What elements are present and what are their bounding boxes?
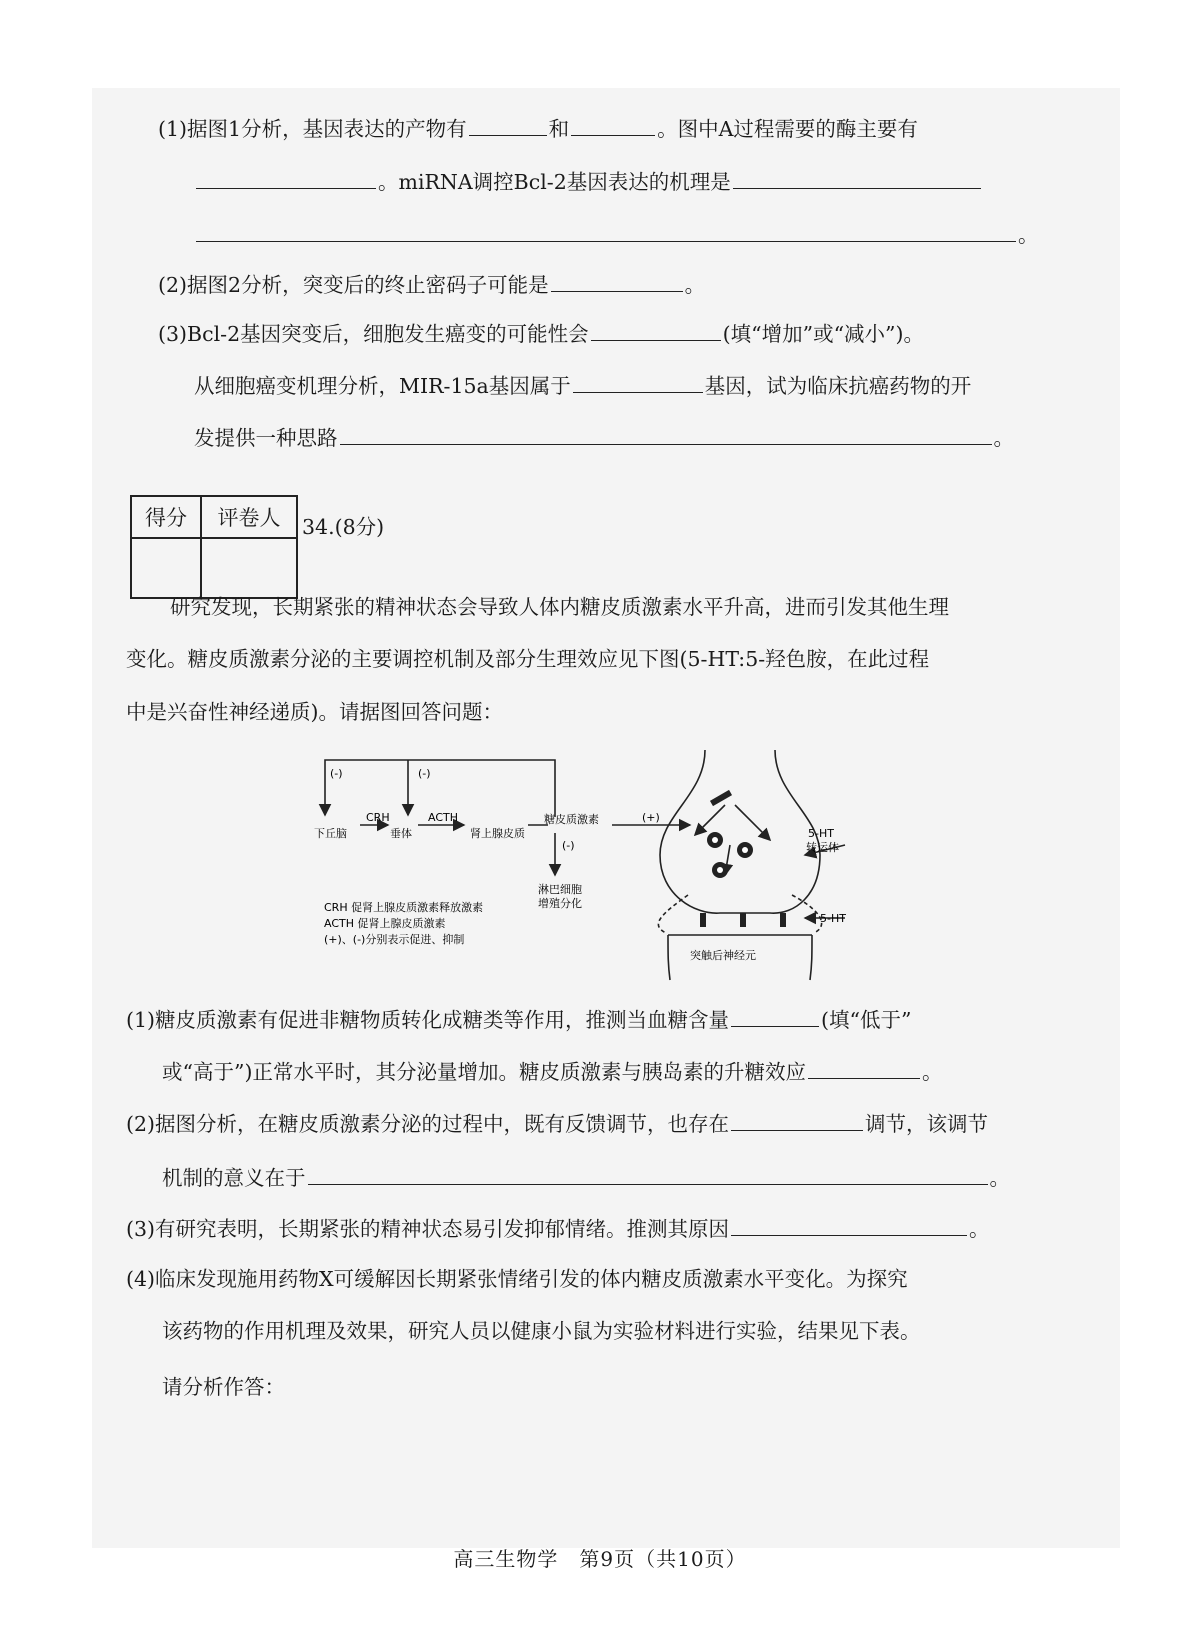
adrenal-label: 肾上腺皮质 [470,827,525,840]
answer-blank[interactable] [731,1004,819,1027]
q34-part2-line1: (2)据图分析，在糖皮质激素分泌的过程中，既有反馈调节，也存在 调节，该调节 [126,1108,988,1139]
hypothalamus-label: 下丘脑 [314,827,347,840]
channel [700,913,706,927]
neg2-label: (-) [418,767,431,780]
q34-part3: (3)有研究表明，长期紧张的精神状态易引发抑郁情绪。推测其原因 。 [126,1213,990,1244]
grader-cell[interactable] [201,538,297,598]
lymph-label-2: 增殖分化 [538,897,582,910]
dashed-reuptake-left [658,895,688,933]
answer-blank[interactable] [731,1108,863,1131]
page-footer: 高三生物学 第9页（共10页） [453,1547,747,1571]
answer-blank[interactable] [196,219,1016,242]
q33-part3-line3: 发提供一种思路 。 [194,422,1014,453]
score-box [130,495,298,599]
neg3-label: (-) [562,839,575,852]
q34-part4-line3: 请分析作答： [162,1375,285,1399]
answer-blank[interactable] [196,166,376,189]
dashed-reuptake-right [792,895,822,933]
legend-acth: ACTH 促肾上腺皮质激素 [324,917,446,930]
answer-blank[interactable] [731,1213,967,1236]
glucocorticoid-regulation-diagram [300,745,860,985]
legend-sign: (+)、(-)分别表示促进、抑制 [324,933,465,946]
ht-transporter-label-1: 5-HT [808,827,834,840]
answer-blank[interactable] [733,166,981,189]
answer-blank[interactable] [591,318,721,341]
score-label: 得分 [131,496,201,538]
q33-part3-line1: (3)Bcl-2基因突变后，细胞发生癌变的可能性会 (填“增加”或“减小”)。 [158,318,924,349]
neg1-label: (-) [330,767,343,780]
q34-intro-line2: 变化。糖皮质激素分泌的主要调控机制及部分生理效应见下图(5-HT:5-羟色胺，在此过程 [126,647,930,671]
lymph-label-1: 淋巴细胞 [538,883,582,896]
acth-label: ACTH [428,811,459,824]
score-cell[interactable] [131,538,201,598]
feedback-hypothalamus [325,760,555,817]
channel [740,913,746,927]
glucocorticoid-label: 糖皮质激素 [544,813,599,826]
q34-number: 34.(8分) [302,515,385,539]
answer-blank[interactable] [571,113,655,136]
presynaptic-terminal [660,750,820,913]
q34-part1-line1: (1)糖皮质激素有促进非糖物质转化成糖类等作用，推测当血糖含量 (填“低于” [126,1004,912,1035]
answer-blank[interactable] [551,269,683,292]
q34-intro-line3: 中是兴奋性神经递质)。请据图回答问题： [126,700,503,724]
q34-part4-line1: (4)临床发现施用药物X可缓解因长期紧张情绪引发的体内糖皮质激素水平变化。为探究 [126,1267,908,1291]
q33-part1-line2: 。miRNA调控Bcl-2基因表达的机理是 [194,166,983,197]
q34-intro-line1: 研究发现，长期紧张的精神状态会导致人体内糖皮质激素水平升高，进而引发其他生理 [170,595,949,619]
answer-blank[interactable] [308,1162,988,1185]
q34-part1-line2: 或“高于”)正常水平时，其分泌量增加。糖皮质激素与胰岛素的升糖效应 。 [162,1056,942,1087]
grader-label: 评卷人 [201,496,297,538]
ht-transporter-label-2: 转运体 [806,841,839,854]
answer-blank[interactable] [573,370,703,393]
postsynaptic-label: 突触后神经元 [690,949,756,962]
q33-part1-line3: 。 [194,219,1039,250]
q33-part1-line1: (1)据图1分析，基因表达的产物有 和 。图中A过程需要的酶主要有 [158,113,918,144]
q34-part4-line2: 该药物的作用机理及效果，研究人员以健康小鼠为实验材料进行实验，结果见下表。 [162,1319,921,1343]
q34-part2-line2: 机制的意义在于 。 [162,1162,1010,1193]
pos-label: (+) [642,811,660,824]
crh-label: CRH [366,811,390,824]
answer-blank[interactable] [808,1056,920,1079]
answer-blank[interactable] [340,422,992,445]
answer-blank[interactable] [469,113,547,136]
receptor [710,790,732,806]
pituitary-label: 垂体 [390,827,412,840]
q33-part3-line2: 从细胞癌变机理分析，MIR-15a基因属于 基因，试为临床抗癌药物的开 [194,370,971,401]
legend-crh: CRH 促肾上腺皮质激素释放激素 [324,901,484,914]
ht-label: 5-HT [820,912,846,925]
q33-part2: (2)据图2分析，突变后的终止密码子可能是 。 [158,269,705,300]
channel [780,913,786,927]
